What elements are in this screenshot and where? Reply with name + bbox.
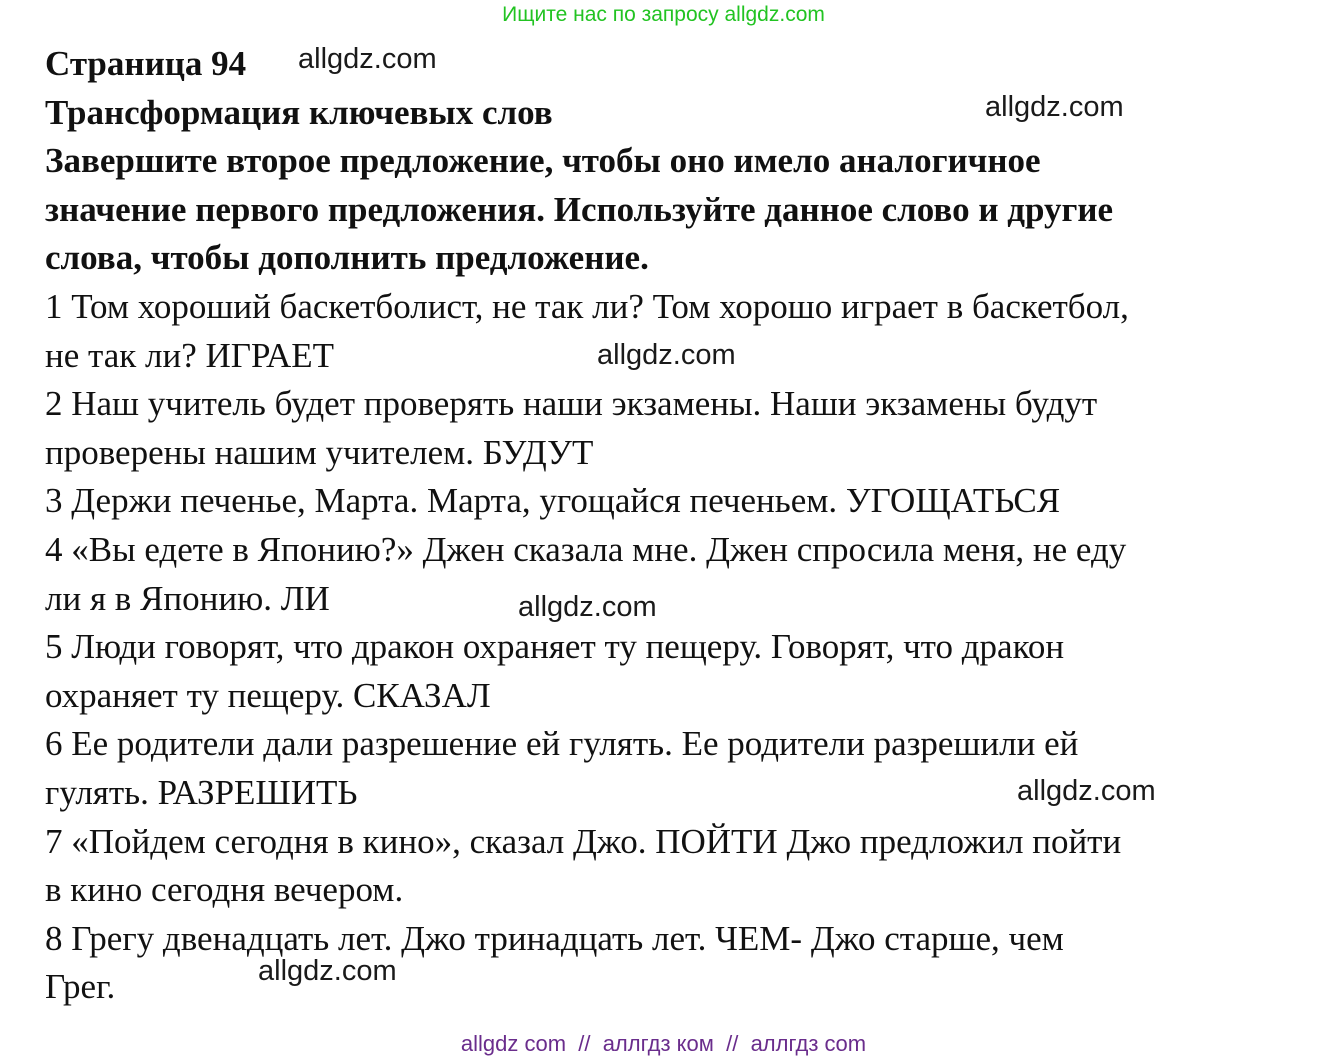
watermark: allgdz.com <box>1017 775 1156 807</box>
instruction-line: слова, чтобы дополнить предложение. <box>45 238 649 278</box>
watermark: allgdz.com <box>518 591 657 623</box>
watermark: allgdz.com <box>985 91 1124 123</box>
exercise-line: 1 Том хороший баскетболист, не так ли? Том хорошо играет в баскетбол, <box>45 286 1129 326</box>
exercise-line: Грег. <box>45 967 116 1007</box>
watermark: allgdz.com <box>597 339 736 371</box>
exercise-line: 5 Люди говорят, что дракон охраняет ту пещеру. Говорят, что дракон <box>45 627 1065 667</box>
exercise-line: 8 Грегу двенадцать лет. Джо тринадцать лет. ЧЕМ- Джо старше, чем <box>45 918 1064 958</box>
watermark: allgdz.com <box>298 43 437 75</box>
page-title: Страница 94 <box>45 44 247 83</box>
exercise-line: 6 Ее родители дали разрешение ей гулять. Ее родители разрешили ей <box>45 724 1079 764</box>
exercise-line: 4 «Вы едете в Японию?» Джен сказала мне. Джен спросила меня, не еду <box>45 529 1127 569</box>
exercise-line: ли я в Японию. ЛИ <box>45 578 330 618</box>
instruction-line: значение первого предложения. Используйте данное слово и другие <box>45 189 1114 229</box>
exercise-line: 7 «Пойдем сегодня в кино», сказал Джо. ПОЙТИ Джо предложил пойти <box>45 821 1122 861</box>
top-banner: Ищите нас по запросу allgdz.com <box>502 3 825 26</box>
exercise-line: гулять. РАЗРЕШИТЬ <box>45 772 358 812</box>
exercise-line: 2 Наш учитель будет проверять наши экзамены. Наши экзамены будут <box>45 384 1098 424</box>
exercise-line: в кино сегодня вечером. <box>45 870 404 910</box>
exercise-line: проверены нашим учителем. БУДУТ <box>45 432 594 472</box>
instruction-line: Завершите второе предложение, чтобы оно имело аналогичное <box>45 141 1041 181</box>
document-content <box>45 40 1285 1012</box>
footer-links: allgdz com // аллгдз ком // аллгдз com <box>460 1031 867 1056</box>
section-title: Трансформация ключевых слов <box>45 92 553 132</box>
exercise-line: 3 Держи печенье, Марта. Марта, угощайся печеньем. УГОЩАТЬСЯ <box>45 481 1061 521</box>
watermark: allgdz.com <box>258 955 397 987</box>
exercise-line: охраняет ту пещеру. СКАЗАЛ <box>45 675 491 715</box>
exercise-line: не так ли? ИГРАЕТ <box>45 335 335 375</box>
